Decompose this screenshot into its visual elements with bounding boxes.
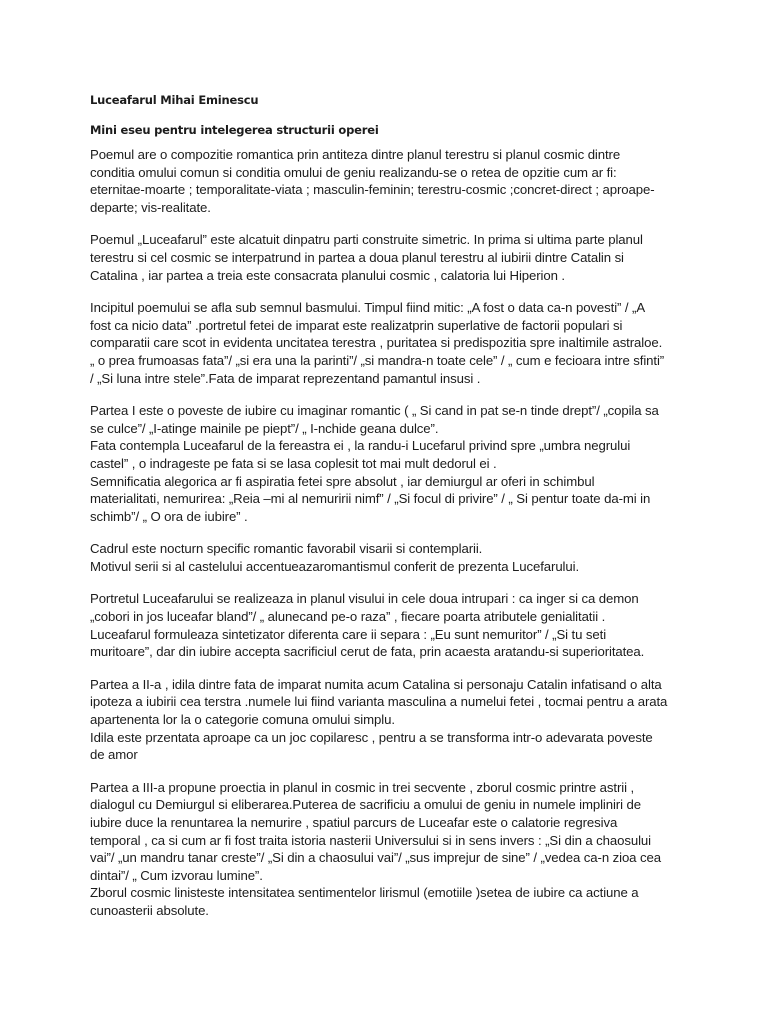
text-line: apartenenta lor la o categorie comuna omului simplu.: [90, 712, 395, 728]
text-line: temporal , ca si cum ar fi fost traita istoria nasterii Universului si in sens invers : „Si din a chaosului: [90, 832, 651, 848]
paragraph: [90, 402, 698, 525]
text-line: dialogul cu Demiurgul si eliberarea.Puterea de sacrificiu a omului de geniu in numele impliniri de: [90, 797, 641, 813]
text-line: dintai”/ „ Cum izvorau lumine”.: [90, 867, 263, 883]
document-page: [90, 92, 698, 935]
text-line: Partea a II-a , idila dintre fata de imparat numita acum Catalina si personaju Catalin infatisand o alta: [90, 676, 662, 692]
text-line: departe; vis-realitate.: [90, 199, 211, 215]
paragraph: [90, 540, 698, 575]
text-line: terestru si cel cosmic se interpatrund in partea a doua planul terestru al iubirii dintre Catalin si: [90, 249, 624, 265]
text-line: comparatii care scot in evidenta uncitatea terestra , puritatea si predispozitia spre inaltimile astraloe.: [90, 335, 663, 351]
text-line: muritoare”, dar din iubire accepta sacrificiul cerut de fata, prin acaesta aratandu-si superioritatea.: [90, 644, 645, 660]
text-line: ipoteza a iubirii cea terstra .numele lui fiind varianta masculina a numelui fetei , tocmai pentru a arata: [90, 694, 668, 710]
text-line: materialitati, nemurirea: „Reia –mi al nemuririi nimf” / „Si focul di privire” / „ Si pentur toate da-mi in: [90, 491, 651, 507]
text-line: fost ca nicio data” .portretul fetei de imparat este realizatprin superlative de factorii populari si: [90, 317, 623, 333]
text-line: vai”/ „un mandru tanar creste”/ „Si din a chaosului vai”/ „sus imprejur de sine” / „vedea ca-n zioa cea: [90, 850, 661, 866]
text-line: Motivul serii si al castelului accentueazaromantismul conferit de prezenta Lucefarului.: [90, 558, 580, 574]
text-line: Poemul „Luceafarul” este alcatuit dinpatru parti construite simetric. In prima si ultima parte planul: [90, 232, 643, 248]
text-line: conditia omului comun si conditia omului de geniu realizandu-se o retea de opzitie cum ar fi:: [90, 164, 617, 180]
text-line: Partea I este o poveste de iubire cu imaginar romantic ( „ Si cand in pat se-n tinde drept”/ „copila sa: [90, 403, 659, 419]
text-line: Portretul Luceafarului se realizeaza in planul visului in cele doua intrupari : ca inger si ca demon: [90, 591, 639, 607]
paragraph: [90, 299, 698, 387]
text-line: Zborul cosmic linisteste intensitatea sentimentelor lirismul (emotiile )setea de iubire ca actiune a: [90, 885, 639, 901]
paragraph: [90, 779, 698, 920]
text-line: de amor: [90, 747, 138, 763]
document-subtitle: Mini eseu pentru intelegerea structurii operei: [90, 123, 379, 137]
text-line: cunoasterii absolute.: [90, 902, 209, 918]
text-line: Poemul are o compozitie romantica prin antiteza dintre planul terestru si planul cosmic dintre: [90, 147, 621, 162]
paragraph: [90, 146, 698, 216]
document-body: [90, 146, 698, 920]
text-line: castel” , o indrageste pe fata si se lasa coplesit tot mai mult dedorul ei .: [90, 455, 497, 471]
text-line: / „Si luna intre stele”.Fata de imparat reprezentand pamantul insusi .: [90, 370, 481, 386]
text-line: eternitae-moarte ; temporalitate-viata ; masculin-feminin; terestru-cosmic ;concret-direct ; aproape-: [90, 182, 655, 198]
text-line: Partea a III-a propune proectia in planul in cosmic in trei secvente , zborul cosmic printre astrii ,: [90, 779, 635, 795]
text-line: Incipitul poemului se afla sub semnul basmului. Timpul fiind mitic: „A fost o data ca-n povesti” / „A: [90, 300, 646, 316]
text-line: iubire duce la renuntarea la nemurire , spatiul parcurs de Luceafar este o calatorie regresiva: [90, 815, 618, 830]
text-line: Luceafarul formuleaza sintetizator diferenta care ii separa : „Eu sunt nemuritor” / „Si tu seti: [90, 626, 607, 642]
text-line: Fata contempla Luceafarul de la fereastra ei , la randu-i Lucefarul privind spre „umbra negrului: [90, 438, 631, 454]
text-line: Idila este przentata aproape ca un joc copilaresc , pentru a se transforma intr-o adevarata poveste: [90, 729, 653, 745]
paragraph: [90, 231, 698, 284]
text-line: „ o prea frumoasas fata”/ „si era una la parinti”/ „si mandra-n toate cele” / „ cum e fecioara intre sfinti”: [90, 352, 665, 368]
text-line: „cobori in jos luceafar bland”/ „ alunecand pe-o raza” , fiecare poarta atributele genialitatii .: [90, 609, 606, 625]
text-line: Cadrul este nocturn specific romantic favorabil visarii si contemplarii.: [90, 541, 483, 557]
document-title: Luceafarul Mihai Eminescu: [90, 93, 259, 107]
paragraph: [90, 590, 698, 660]
text-line: se culce”/ „I-atinge mainile pe piept”/ „ I-nchide geana dulce”.: [90, 420, 439, 436]
text-line: schimb”/ „ O ora de iubire” .: [90, 508, 248, 524]
text-line: Semnificatia alegorica ar fi aspiratia fetei spre absolut , iar demiurgul ar oferi in schimbul: [90, 473, 595, 489]
text-line: Catalina , iar partea a treia este consacrata planului cosmic , calatoria lui Hiperion .: [90, 267, 565, 283]
paragraph: [90, 676, 698, 764]
